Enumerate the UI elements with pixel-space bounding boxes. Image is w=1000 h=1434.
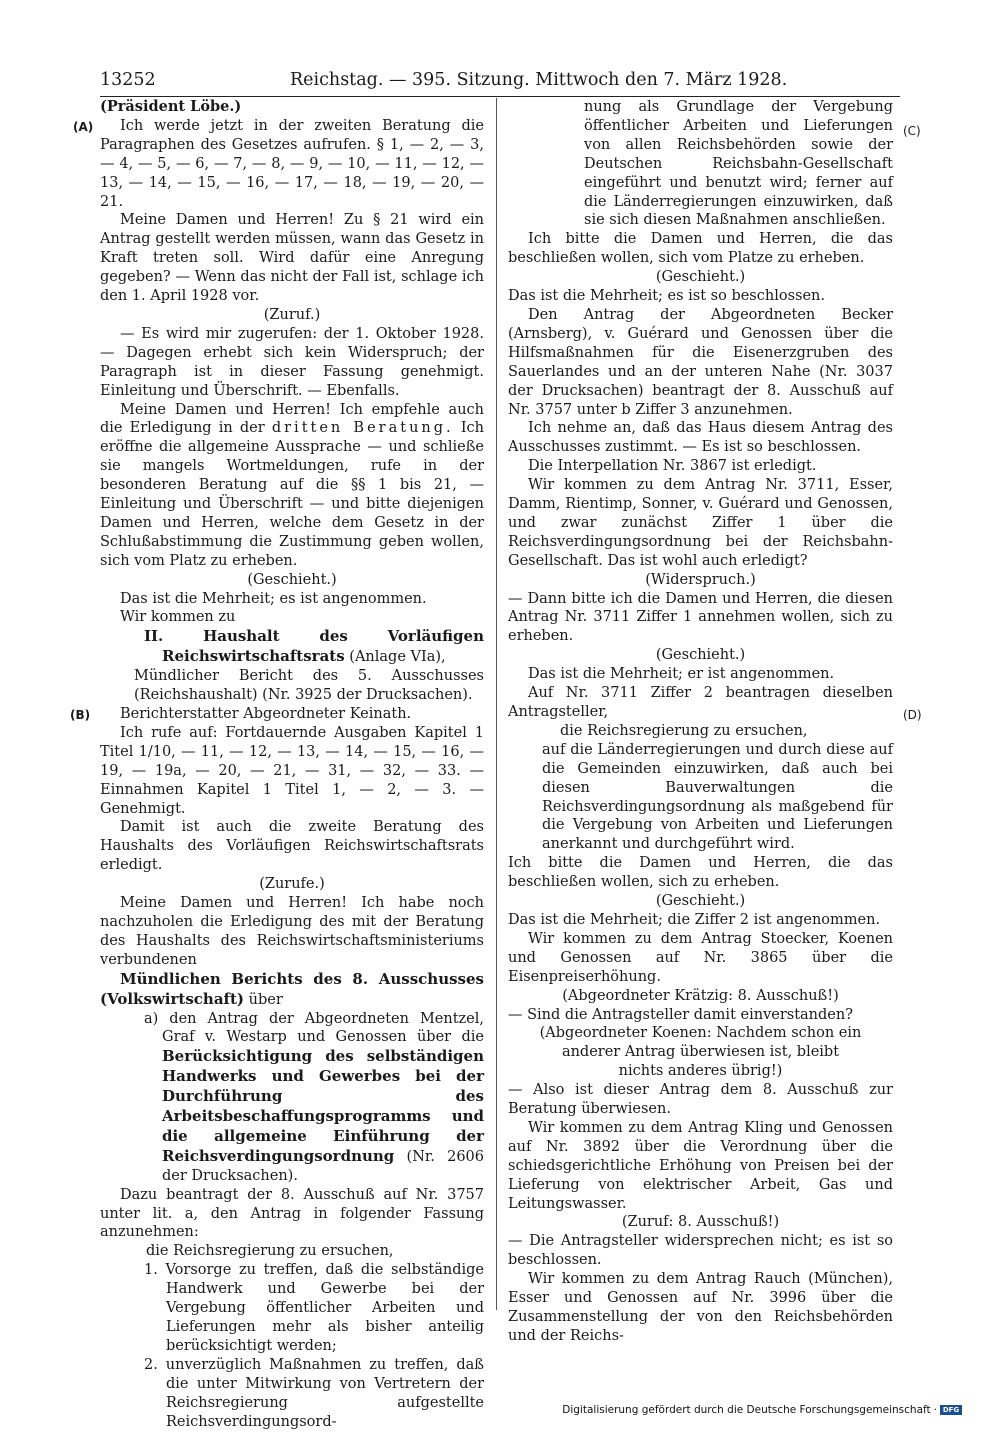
paragraph: Das ist die Mehrheit; er ist angenommen. [528, 666, 835, 683]
paragraph: Das ist die Mehrheit; es ist so beschlossen. [508, 288, 825, 305]
paragraph: Meine Damen und Herren! Zu § 21 wird ein Antrag gestellt werden müssen, wann das Gesetz in Kraft treten soll. Wird dafür eine Anregung gegeben? — Wenn das nicht der Fall ist, schlage ich den 1. April 1928 vor. [100, 212, 484, 305]
interjection: (Geschieht.) [655, 647, 746, 664]
interjection: (Abgeordneter Koenen: Nachdem schon ein [539, 1025, 862, 1042]
paragraph: Das ist die Mehrheit; die Ziffer 2 ist angenommen. [508, 911, 881, 928]
numbered-item: 1. Vorsorge zu treffen, daß die selbständige Handwerk und Gewerbe bei der Vergebung öffentlicher Arbeiten und Lieferungen mehr als bisher anteilig berücksichtigt werden; [144, 1262, 484, 1354]
numbered-item: 2. unverzüglich Maßnahmen zu treffen, daß die unter Mitwirkung von Vertretern der Reichsregierung aufgestellte Reichsverdingungsord- [144, 1356, 484, 1430]
paragraph: — Es wird mir zugerufen: der 1. Oktober 1928. — Dagegen erhebt sich kein Widerspruch; der Paragraph ist in dieser Fassung genehmigt. Einleitung und Überschrift. — Ebenfalls. [100, 325, 484, 399]
spaced-emphasis: dritten Beratung. [271, 420, 454, 437]
interjection: anderer Antrag überwiesen ist, bleibt [561, 1044, 840, 1061]
interjection: (Geschieht.) [655, 893, 746, 910]
paragraph: Wir kommen zu dem Antrag Nr. 3711, Esser, Damm, Rientimp, Sonner, v. Guérard und Genossen, und zwar zunächst Ziffer 1 über die Reichsverdingungsordnung bei der Reichsbahn-Gesellschaft. Das ist wohl auch erledigt? [508, 477, 893, 569]
paragraph: Den Antrag der Abgeordneten Becker (Arnsberg), v. Guérard und Genossen über die Hilfsmaßnahmen für die Eisenerzgruben des Sauerlandes und an der unteren Nahe (Nr. 3037 der Drucksachen) beantragt der 8. Ausschuß auf Nr. 3757 unter b Ziffer 3 anzunehmen. [508, 306, 893, 418]
paragraph: Das ist die Mehrheit; es ist angenommen. [120, 590, 427, 607]
paragraph: — Die Antragsteller widersprechen nicht; es ist so beschlossen. [508, 1233, 893, 1269]
footer-text: Digitalisierung gefördert durch die Deutsche Forschungsgemeinschaft [562, 1404, 931, 1416]
margin-marker-d: (D) [903, 708, 922, 722]
margin-marker-b: (B) [70, 708, 91, 722]
paragraph: Meine Damen und Herren! Ich habe noch nachzuholen die Erledigung des mit der Beratung des Haushalts des Reichswirtschaftsministeriums verbundenen [100, 895, 484, 968]
interjection: (Abgeordneter Krätzig: 8. Ausschuß!) [562, 987, 839, 1004]
interjection: (Zuruf.) [263, 306, 321, 323]
interjection: (Geschieht.) [247, 571, 337, 588]
interjection: (Zuruf: 8. Ausschuß!) [621, 1214, 780, 1231]
header-rule [100, 96, 900, 97]
report-note: Mündlicher Bericht des 5. Ausschusses (Reichshaushalt) (Nr. 3925 der Drucksachen). [134, 668, 484, 704]
left-column [100, 98, 484, 1431]
dfg-logo-icon: DFG [940, 1405, 962, 1415]
quote-intro: die Reichsregierung zu ersuchen, [560, 722, 808, 739]
speaker-label: (Präsident Löbe.) [100, 98, 242, 115]
margin-marker-a: (A) [73, 120, 94, 134]
paragraph: Ich werde jetzt in der zweiten Beratung die Paragraphen des Gesetzes aufrufen. § 1, — 2, — 3, — 4, — 5, — 6, — 7, — 8, — 9, — 10, — 11, — 12, — 13, — 14, — 15, — 16, — 17, — 18, — 19, — 20, — 21. [100, 117, 484, 210]
paragraph: Wir kommen zu dem Antrag Kling und Genossen auf Nr. 3892 über die Verordnung über die schiedsgerichtliche Erhöhung von Preisen bei der Lieferung von elektrischer Arbeit, Gas und Leitungswasser. [508, 1119, 893, 1212]
paragraph: Ich bitte die Damen und Herren, die das beschließen wollen, sich zu erheben. [508, 855, 893, 891]
numbered-item-continuation: nung als Grundlage der Vergebung öffentlicher Arbeiten und Lieferungen von allen Reichsbehörden sowie der Deutschen Reichsbahn-Gesellschaft eingeführt und benutzt wird; ferner auf die Länderregierungen einzuwirken, daß sie sich diesen Maßnahmen anschließen. [584, 99, 893, 229]
paragraph: Wir kommen zu dem Antrag Stoecker, Koenen und Genossen auf Nr. 3865 über die Eisenpreiserhöhung. [508, 930, 893, 985]
paragraph: Wir kommen zu [120, 609, 236, 626]
page-header [100, 70, 900, 96]
paragraph: Ich nehme an, daß das Haus diesem Antrag des Ausschusses zustimmt. — Es ist so beschlossen. [508, 420, 893, 456]
agenda-item-a: a) den Antrag der Abgeordneten Mentzel, Graf v. Westarp und Genossen über die Berücksichtigung des selbständigen Handwerks und Gewerbes bei der Durchführung des Arbeitsbeschaffungsprogramms und die allgemeine Einführung der Reichsverdingungsordnung (Nr. 2606 der Drucksachen). [144, 1010, 484, 1184]
interjection: (Widerspruch.) [645, 571, 756, 588]
paragraph: Meine Damen und Herren! Ich empfehle auch die Erledigung in der dritten Beratung. Ich eröffne die allgemeine Aussprache — und schließe sie mangels Wortmeldungen, rufe in der besonderen Beratung auf die §§ 1 bis 21, — Einleitung und Überschrift — und bitte diejenigen Damen und Herren, welche dem Gesetz in der Schlußabstimmung die Zustimmung geben wollen, sich vom Platz zu erheben. [100, 401, 485, 569]
paragraph: Ich bitte die Damen und Herren, die das beschließen wollen, sich vom Platze zu erheben. [508, 231, 893, 267]
agenda-item-ii: II. Haushalt des Vorläufigen Reichswirtschaftsrats (Anlage VIa), [144, 627, 484, 666]
paragraph: Die Interpellation Nr. 3867 ist erledigt. [528, 458, 817, 475]
digitization-footer: Digitalisierung gefördert durch die Deutsche Forschungsgemeinschaft · DFG [562, 1404, 962, 1416]
quoted-request: auf die Länderregierungen und durch diese auf die Gemeinden einzuwirken, daß auch bei diesen Bauverwaltungen die Reichsverdingungsordnung als maßgebend für die Vergebung von Arbeiten und Lieferungen anerkannt und durchgeführt wird. [542, 741, 893, 853]
paragraph: Dazu beantragt der 8. Ausschuß auf Nr. 3757 unter lit. a, den Antrag in folgender Fassung anzunehmen: [100, 1186, 484, 1241]
column-divider [496, 98, 497, 1310]
interjection: (Geschieht.) [655, 269, 746, 286]
paragraph: Mündlichen Berichts des 8. Ausschusses (Volkswirtschaft) über [100, 969, 484, 1008]
running-title: Reichstag. — 395. Sitzung. Mittwoch den 7. März 1928. [290, 70, 788, 90]
paragraph: — Sind die Antragsteller damit einverstanden? [508, 1006, 853, 1023]
paragraph: Auf Nr. 3711 Ziffer 2 beantragen dieselben Antragsteller, [508, 685, 893, 720]
paragraph: Damit ist auch die zweite Beratung des Haushalts des Vorläufigen Reichswirtschaftsrats erledigt. [100, 819, 484, 874]
paragraph: — Dann bitte ich die Damen und Herren, die diesen Antrag Nr. 3711 Ziffer 1 annehmen wollen, sich zu erheben. [508, 590, 893, 645]
reporter-note: Berichterstatter Abgeordneter Keinath. [120, 706, 412, 722]
interjection: nichts anderes übrig!) [618, 1063, 783, 1080]
interjection: (Zurufe.) [259, 876, 325, 893]
paragraph: — Also ist dieser Antrag dem 8. Ausschuß zur Beratung überwiesen. [508, 1082, 893, 1118]
quote-intro: die Reichsregierung zu ersuchen, [146, 1243, 394, 1260]
paragraph: Ich rufe auf: Fortdauernde Ausgaben Kapitel 1 Titel 1/10, — 11, — 12, — 13, — 14, — 15, — 16, — 19, — 19a, — 20, — 21, — 31, — 32, — 33. — Einnahmen Kapitel 1 Titel 1, — 2, — 3. — Genehmigt. [100, 724, 484, 817]
page-number: 13252 [100, 70, 156, 90]
margin-marker-c: (C) [903, 124, 921, 138]
paragraph: Wir kommen zu dem Antrag Rauch (München), Esser und Genossen auf Nr. 3996 über die Zusammenstellung der von den Reichsbehörden und der Reichs- [508, 1271, 893, 1344]
right-column [508, 98, 893, 1346]
